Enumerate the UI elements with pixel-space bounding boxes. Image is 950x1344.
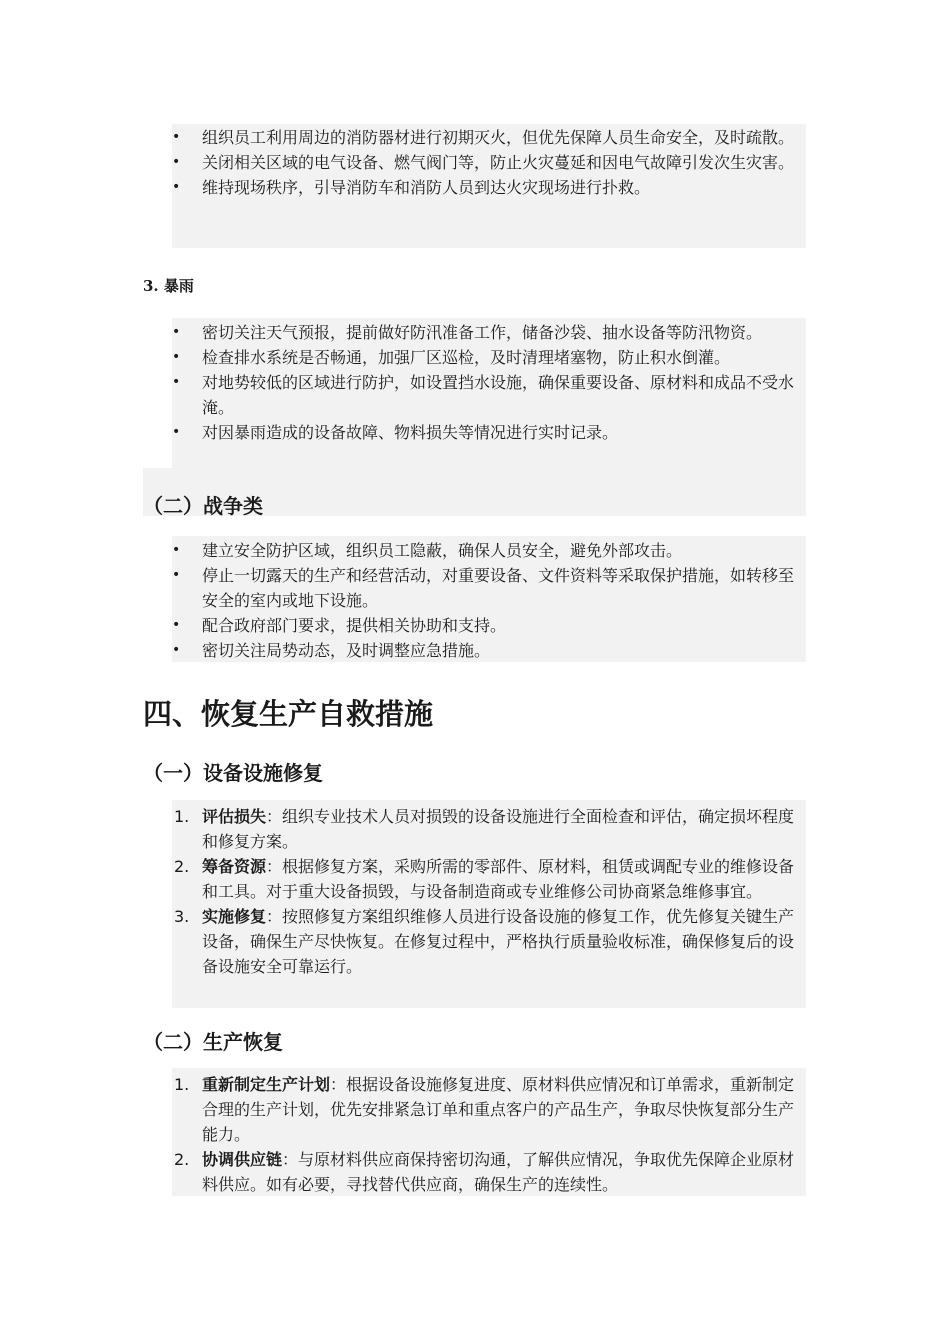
list-number: 1.	[174, 1075, 190, 1094]
rain-heading: 3. 暴雨	[143, 277, 194, 295]
list-term: 筹备资源	[202, 857, 267, 876]
list-number: 3.	[174, 907, 190, 926]
list-item: • 维持现场秩序，引导消防车和消防人员到达火灾现场进行扑救。	[172, 175, 802, 200]
rain-measures-list	[172, 320, 802, 445]
bullet-icon: •	[172, 374, 181, 390]
list-term: 协调供应链	[202, 1150, 283, 1169]
repair-heading: （一）设备设施修复	[143, 761, 323, 785]
bullet-icon: •	[172, 129, 181, 145]
list-item: • 建立安全防护区域，组织员工隐蔽，确保人员安全，避免外部攻击。	[172, 538, 802, 563]
list-item: • 停止一切露天的生产和经营活动，对重要设备、文件资料等采取保护措施，如转移至安全的室内或地下设施。	[172, 563, 802, 613]
list-item: 2. 筹备资源：根据修复方案，采购所需的零部件、原材料，租赁或调配专业的维修设备和工具。对于重大设备损毁，与设备制造商或专业维修公司协商紧急维修事宜。	[172, 854, 802, 904]
list-item: 3. 实施修复：按照修复方案组织维修人员进行设备设施的修复工作，优先修复关键生产设备，确保生产尽快恢复。在修复过程中，严格执行质量验收标准，确保修复后的设备设施安全可靠运行。	[172, 904, 802, 979]
list-item: • 对因暴雨造成的设备故障、物料损失等情况进行实时记录。	[172, 420, 802, 445]
bullet-icon: •	[172, 617, 181, 633]
bullet-icon: •	[172, 324, 181, 340]
list-item: • 关闭相关区域的电气设备、燃气阀门等，防止火灾蔓延和因电气故障引发次生灾害。	[172, 150, 802, 175]
list-term: 重新制定生产计划	[202, 1075, 331, 1094]
bullet-icon: •	[172, 567, 181, 583]
bullet-icon: •	[172, 542, 181, 558]
list-number: 2.	[174, 857, 190, 876]
list-term: 实施修复	[202, 907, 267, 926]
list-item: • 密切关注局势动态，及时调整应急措施。	[172, 638, 802, 663]
bullet-icon: •	[172, 642, 181, 658]
list-item: • 组织员工利用周边的消防器材进行初期灭火，但优先保障人员生命安全，及时疏散。	[172, 125, 802, 150]
war-measures-list	[172, 538, 802, 663]
bullet-icon: •	[172, 424, 181, 440]
list-item: • 检查排水系统是否畅通，加强厂区巡检，及时清理堵塞物，防止积水倒灌。	[172, 345, 802, 370]
list-item: 1. 重新制定生产计划：根据设备设施修复进度、原材料供应情况和订单需求，重新制定合理的生产计划，优先安排紧急订单和重点客户的产品生产，争取尽快恢复部分生产能力。	[172, 1072, 802, 1147]
war-heading: （二）战争类	[143, 494, 263, 518]
repair-steps-list	[172, 804, 802, 979]
fire-measures-list	[172, 125, 802, 200]
list-item: • 配合政府部门要求，提供相关协助和支持。	[172, 613, 802, 638]
list-item: • 密切关注天气预报，提前做好防汛准备工作，储备沙袋、抽水设备等防汛物资。	[172, 320, 802, 345]
list-term: 评估损失	[202, 807, 267, 826]
bullet-icon: •	[172, 154, 181, 170]
list-item: 1. 评估损失：组织专业技术人员对损毁的设备设施进行全面检查和评估，确定损坏程度和修复方案。	[172, 804, 802, 854]
section-4-heading: 四、恢复生产自救措施	[143, 697, 434, 731]
list-item: 2. 协调供应链：与原材料供应商保持密切沟通，了解供应情况，争取优先保障企业原材料供应。如有必要，寻找替代供应商，确保生产的连续性。	[172, 1147, 802, 1197]
bullet-icon: •	[172, 349, 181, 365]
production-steps-list	[172, 1072, 802, 1197]
list-number: 2.	[174, 1150, 190, 1169]
list-item: • 对地势较低的区域进行防护，如设置挡水设施，确保重要设备、原材料和成品不受水淹。	[172, 370, 802, 420]
bullet-icon: •	[172, 179, 181, 195]
production-heading: （二）生产恢复	[143, 1030, 283, 1054]
list-number: 1.	[174, 807, 190, 826]
